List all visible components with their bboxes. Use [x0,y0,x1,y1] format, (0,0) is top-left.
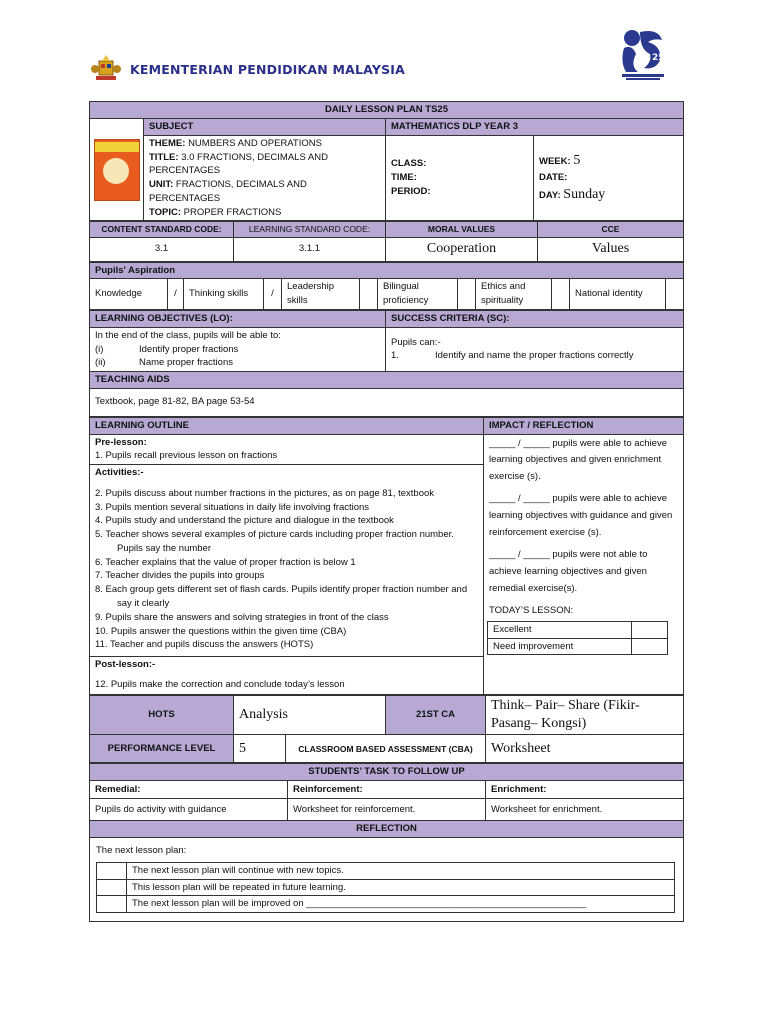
activity-step: 3. Pupils mention several situations in daily life involving fractions [95,501,370,513]
activity-step: 4. Pupils study and understand the picture and dialogue in the textbook [95,515,394,527]
excellent-box[interactable] [632,621,668,638]
lo-1: Identify proper fractions [139,343,239,355]
need-improvement-box[interactable] [632,638,668,655]
aspiration-section [89,262,684,310]
dlp-heading: MATHEMATICS DLP YEAR 3 [386,119,684,136]
reflection-options [96,862,675,913]
activity-step: 5. Teacher shows several examples of picture cards including proper fraction number. Pupils say the number [95,529,454,554]
national-mark [666,279,684,310]
content-standard-value: 3.1 [90,237,234,261]
21st-ca-value: Think– Pair– Share (Fikir-Pasang– Kongsi) [486,696,684,735]
week-info [534,135,684,221]
learning-standard-label: LEARNING STANDARD CODE: [234,222,386,237]
theme-value: NUMBERS AND OPERATIONS [188,137,322,149]
topic-label: TOPIC: [149,206,182,218]
activities-label: Activities:- [95,467,144,479]
activities [90,465,484,657]
leadership-mark [360,279,378,310]
activity-step: 2. Pupils discuss about number fractions in the pictures, as on page 81, textbook [95,487,435,499]
reflection-label: REFLECTION [90,821,684,838]
impact-reflection-3: _____ / _____ pupils were not able to achieve learning objectives and given remedial exercise(s). [489,549,648,594]
sc-label: SUCCESS CRITERIA (SC): [386,310,684,327]
moral-values-value: Cooperation [386,237,538,261]
class-info [386,135,534,221]
post-lesson-step: 12. Pupils make the correction and conclude today’s lesson [95,678,345,690]
title-label: TITLE: [149,151,179,163]
day-value: Sunday [563,186,606,202]
time-label: TIME: [391,172,417,184]
aspiration-leadership: Leadership skills [282,279,360,310]
svg-text:25: 25 [652,53,665,63]
ministry-name: KEMENTERIAN PENDIDIKAN MALAYSIA [130,61,406,77]
period-label: PERIOD: [391,185,431,197]
activity-step: 10. Pupils answer the questions within the given time (CBA) [95,625,347,637]
post-lesson-label: Post-lesson:- [95,659,156,671]
subject-details [144,135,386,221]
week-label: WEEK: [539,155,571,167]
cce-value: Values [538,237,684,261]
hots-value: Analysis [234,696,386,735]
knowledge-mark: / [168,279,184,310]
activity-step: 9. Pupils share the answers and solving strategies in front of the class [95,611,389,623]
performance-level-value: 5 [234,735,286,763]
pre-lesson-label: Pre-lesson: [95,436,147,448]
teaching-aids-label: TEACHING AIDS [90,372,684,389]
unit-label: UNIT: [149,179,174,191]
topic-value: PROPER FRACTIONS [183,206,282,218]
ministry-header [90,55,405,83]
activity-step: 7. Teacher divides the pupils into groups [95,570,265,582]
subject-label: SUBJECT [144,119,386,136]
day-label: DAY: [539,189,561,201]
thinking-mark: / [264,279,282,310]
impact-reflection-2: _____ / _____ pupils were able to achieve learning objectives with guidance and given reinforcement exercise (s). [489,493,673,538]
lo-intro: In the end of the class, pupils will be able to: [95,329,281,341]
sc-1: Identify and name the proper fractions correctly [435,350,634,362]
followup-section [89,763,684,922]
activity-step: 6. Teacher explains that the value of proper fraction is below 1 [95,556,356,568]
standards-section [89,221,684,261]
impact-content [484,434,684,695]
teaching-aids-text: Textbook, page 81-82, BA page 53-54 [90,388,684,416]
reflection-intro: The next lesson plan: [96,845,187,856]
enrichment-label: Enrichment: [486,781,684,799]
option-3-box[interactable] [97,896,127,913]
remedial-text: Pupils do activity with guidance [90,799,288,821]
top-section [89,101,684,221]
enrichment-text: Worksheet for enrichment. [486,799,684,821]
reflection-option-1: The next lesson plan will continue with new topics. [127,862,675,879]
aspiration-national: National identity [570,279,666,310]
class-label: CLASS: [391,158,427,170]
todays-lesson-label: TODAY’S LESSON: [489,605,574,617]
pre-lesson-step-1: 1. Pupils recall previous lesson on fractions [95,450,278,462]
excellent-label: Excellent [488,621,632,638]
impact-reflection-1: _____ / _____ pupils were able to achieve learning objectives and given enrichment exercise (s). [489,437,667,482]
impact-label: IMPACT / REFLECTION [484,417,684,434]
content-standard-label: CONTENT STANDARD CODE: [90,222,234,237]
malaysia-crest-icon [90,55,122,83]
lo-2-number: (ii) [95,357,106,369]
lesson-plan [89,101,683,922]
aspiration-bilingual: Bilingual proficiency [378,279,458,310]
ethics-mark [552,279,570,310]
cce-label: CCE [538,222,684,237]
unit-value: FRACTIONS, DECIMALS AND PERCENTAGES [149,179,307,204]
option-2-box[interactable] [97,879,127,896]
title-value: 3.0 FRACTIONS, DECIMALS AND PERCENTAGES [149,151,328,177]
post-lesson [90,657,484,695]
learning-standard-value: 3.1.1 [234,237,386,261]
moral-values-label: MORAL VALUES [386,222,538,237]
reflection-option-2: This lesson plan will be repeated in future learning. [127,879,675,896]
aspiration-ethics: Ethics and spirituality [476,279,552,310]
followup-label: STUDENTS’ TASK TO FOLLOW UP [90,764,684,781]
activity-step: 11. Teacher and pupils discuss the answers (HOTS) [95,639,314,651]
lo-1-number: (i) [95,343,104,355]
todays-lesson-table [487,621,668,656]
page-title: DAILY LESSON PLAN TS25 [90,102,684,119]
aspiration-thinking: Thinking skills [184,279,264,310]
outline-label: LEARNING OUTLINE [90,417,484,434]
lo-content [90,327,386,371]
activity-step: 8. Each group gets different set of flash cards. Pupils identify proper fraction number and say it clearly [95,584,468,609]
theme-label: THEME: [149,137,186,149]
sc-intro: Pupils can:- [391,336,441,348]
bilingual-mark [458,279,476,310]
date-label: DATE: [539,172,568,184]
pre-lesson [90,434,484,465]
outline-section [89,417,684,695]
week-value: 5 [573,152,581,168]
reinforcement-label: Reinforcement: [288,781,486,799]
performance-level-label: PERFORMANCE LEVEL [90,735,234,763]
remedial-label: Remedial: [90,781,288,799]
21st-ca-label: 21ST CA [386,696,486,735]
book-cover-icon [94,139,140,201]
lo-2: Name proper fractions [139,357,233,369]
option-1-box[interactable] [97,862,127,879]
need-improvement-label: Need improvement [488,638,632,655]
sc-content [386,327,684,371]
aspiration-label: Pupils' Aspiration [90,262,684,279]
sc-1-number: 1. [391,350,399,362]
ts25-logo-icon [618,26,668,82]
aspiration-knowledge: Knowledge [90,279,168,310]
lo-label: LEARNING OBJECTIVES (LO): [90,310,386,327]
assessment-section [89,695,684,763]
textbook-cover [90,119,144,221]
objectives-section [89,310,684,417]
cba-value: Worksheet [486,735,684,763]
cba-label: CLASSROOM BASED ASSESSMENT (CBA) [286,735,486,763]
reflection-content [90,838,684,922]
reflection-option-3: The next lesson plan will be improved on _____________________________________________________ [127,896,675,913]
reinforcement-text: Worksheet for reinforcement. [288,799,486,821]
hots-label: HOTS [90,696,234,735]
